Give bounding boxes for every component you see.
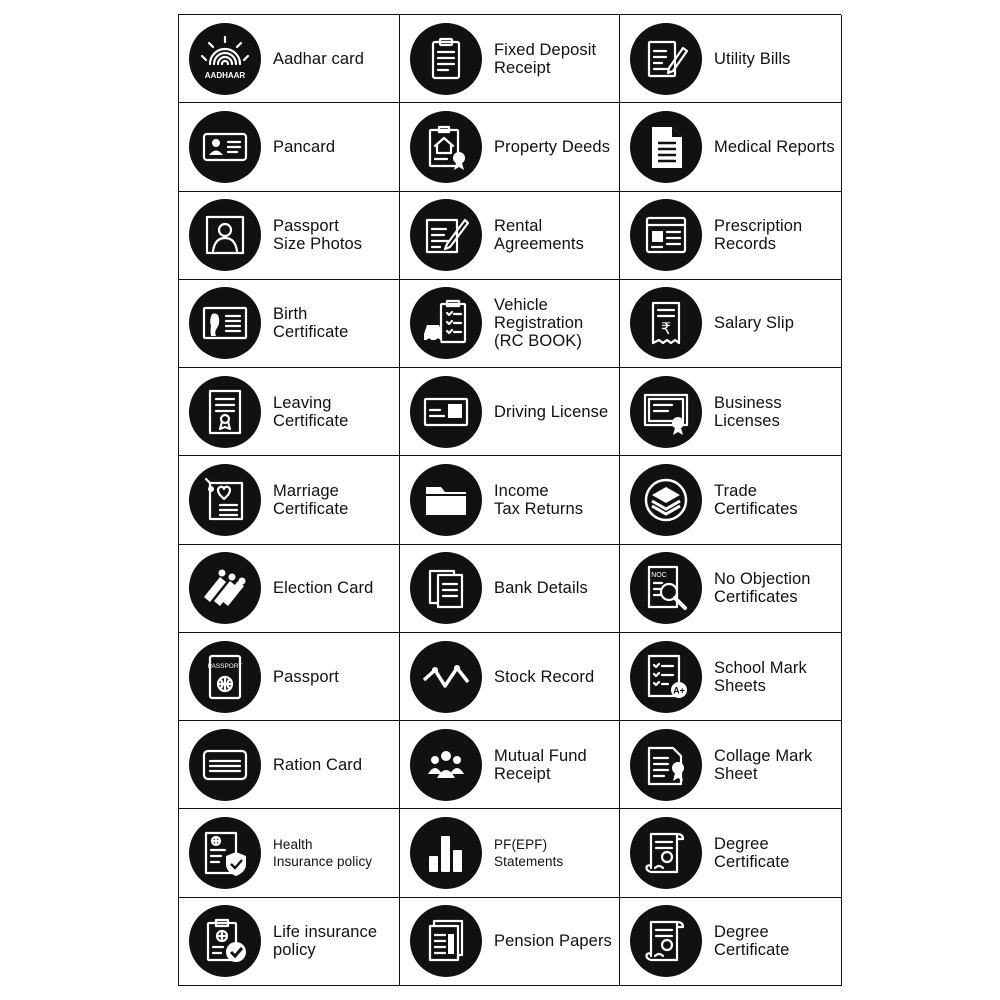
document-label: Degree Certificate bbox=[714, 835, 790, 872]
pension-papers-icon bbox=[410, 905, 482, 977]
vehicle-checklist-icon bbox=[410, 287, 482, 359]
document-cell bbox=[400, 898, 620, 986]
document-cell bbox=[400, 103, 620, 191]
document-label: Medical Reports bbox=[714, 137, 835, 156]
grade-icon-text: A+ bbox=[673, 685, 685, 696]
document-cell bbox=[620, 368, 842, 456]
document-cell bbox=[400, 809, 620, 897]
agreement-pen-icon bbox=[410, 199, 482, 271]
document-cell bbox=[179, 721, 400, 809]
passport-icon-text: PASSPORT bbox=[207, 662, 243, 670]
document-label: Pension Papers bbox=[494, 932, 612, 951]
document-cell bbox=[179, 898, 400, 986]
driving-license-icon bbox=[410, 376, 482, 448]
document-cell bbox=[400, 456, 620, 544]
document-cell bbox=[620, 456, 842, 544]
document-label: Passport bbox=[273, 667, 339, 686]
group-people-icon bbox=[410, 729, 482, 801]
document-label: Fixed Deposit Receipt bbox=[494, 40, 597, 77]
document-cell bbox=[620, 898, 842, 986]
document-label: Salary Slip bbox=[714, 314, 794, 333]
document-cell bbox=[620, 280, 842, 368]
bar-chart-icon bbox=[410, 817, 482, 889]
leaving-certificate-icon bbox=[189, 376, 261, 448]
document-label: School Mark Sheets bbox=[714, 658, 807, 695]
document-cell bbox=[400, 633, 620, 721]
document-label: Income Tax Returns bbox=[494, 481, 584, 518]
document-label: Trade Certificates bbox=[714, 481, 798, 518]
document-label: Utility Bills bbox=[714, 49, 791, 68]
document-cell bbox=[179, 368, 400, 456]
medical-report-icon bbox=[630, 111, 702, 183]
aadhaar-icon bbox=[189, 23, 261, 95]
document-cell bbox=[400, 545, 620, 633]
document-cell bbox=[620, 809, 842, 897]
document-label: Marriage Certificate bbox=[273, 481, 349, 518]
property-deed-icon bbox=[410, 111, 482, 183]
document-label: Mutual Fund Receipt bbox=[494, 746, 587, 783]
election-cards-icon bbox=[189, 552, 261, 624]
document-cell bbox=[400, 192, 620, 280]
document-cell bbox=[400, 721, 620, 809]
document-label: Business Licenses bbox=[714, 393, 782, 430]
rupee-icon-text: ₹ bbox=[660, 319, 672, 339]
document-cell bbox=[179, 633, 400, 721]
passport-icon bbox=[189, 641, 261, 713]
document-label: Driving License bbox=[494, 402, 609, 421]
document-label: No Objection Certificates bbox=[714, 570, 811, 607]
document-cell bbox=[400, 280, 620, 368]
document-label: Leaving Certificate bbox=[273, 393, 349, 430]
document-label: Health Insurance policy bbox=[273, 837, 373, 870]
document-label: Aadhar card bbox=[273, 49, 364, 68]
document-label: Stock Record bbox=[494, 667, 595, 686]
document-cell bbox=[179, 456, 400, 544]
bill-edit-icon bbox=[630, 23, 702, 95]
document-cell bbox=[179, 192, 400, 280]
degree-certificate-icon bbox=[630, 905, 702, 977]
prescription-icon bbox=[630, 199, 702, 271]
document-label: Prescription Records bbox=[714, 217, 803, 254]
document-cell bbox=[620, 545, 842, 633]
document-cell bbox=[620, 103, 842, 191]
document-label: Birth Certificate bbox=[273, 305, 349, 342]
noc-search-icon bbox=[630, 552, 702, 624]
document-label: Property Deeds bbox=[494, 137, 611, 156]
document-cell bbox=[620, 721, 842, 809]
document-label: Vehicle Registration (RC BOOK) bbox=[494, 296, 584, 351]
document-cell bbox=[179, 809, 400, 897]
noc-icon-text: NOC bbox=[651, 572, 667, 580]
clipboard-document-icon bbox=[410, 23, 482, 95]
college-mark-sheet-icon bbox=[630, 729, 702, 801]
document-label: Collage Mark Sheet bbox=[714, 746, 813, 783]
document-cell bbox=[620, 15, 842, 103]
mark-sheet-icon bbox=[630, 641, 702, 713]
document-label: Ration Card bbox=[273, 755, 363, 774]
marriage-certificate-icon bbox=[189, 464, 261, 536]
document-cell bbox=[179, 15, 400, 103]
document-label: PF(EPF) Statements bbox=[494, 837, 564, 870]
layers-icon bbox=[630, 464, 702, 536]
birth-certificate-icon bbox=[189, 287, 261, 359]
health-insurance-icon bbox=[189, 817, 261, 889]
ration-card-icon bbox=[189, 729, 261, 801]
documents-stack-icon bbox=[410, 552, 482, 624]
business-license-icon bbox=[630, 376, 702, 448]
portrait-photo-icon bbox=[189, 199, 261, 271]
document-label: Passport Size Photos bbox=[273, 217, 363, 254]
document-cell bbox=[400, 15, 620, 103]
document-cell bbox=[620, 192, 842, 280]
document-cell bbox=[400, 368, 620, 456]
document-grid bbox=[178, 14, 841, 986]
document-label: Life insurance policy bbox=[273, 923, 378, 960]
document-label: Rental Agreements bbox=[494, 217, 584, 254]
id-card-icon bbox=[189, 111, 261, 183]
document-label: Degree Certificate bbox=[714, 923, 790, 960]
document-label: Pancard bbox=[273, 137, 336, 156]
document-label: Bank Details bbox=[494, 579, 588, 598]
document-cell bbox=[179, 545, 400, 633]
folder-icon bbox=[410, 464, 482, 536]
document-label: Election Card bbox=[273, 579, 374, 598]
document-cell bbox=[179, 280, 400, 368]
document-cell bbox=[179, 103, 400, 191]
aadhaar-icon-text: AADHAAR bbox=[204, 70, 246, 80]
life-insurance-icon bbox=[189, 905, 261, 977]
document-cell bbox=[620, 633, 842, 721]
degree-certificate-icon bbox=[630, 817, 702, 889]
salary-receipt-icon bbox=[630, 287, 702, 359]
stock-chart-icon bbox=[410, 641, 482, 713]
